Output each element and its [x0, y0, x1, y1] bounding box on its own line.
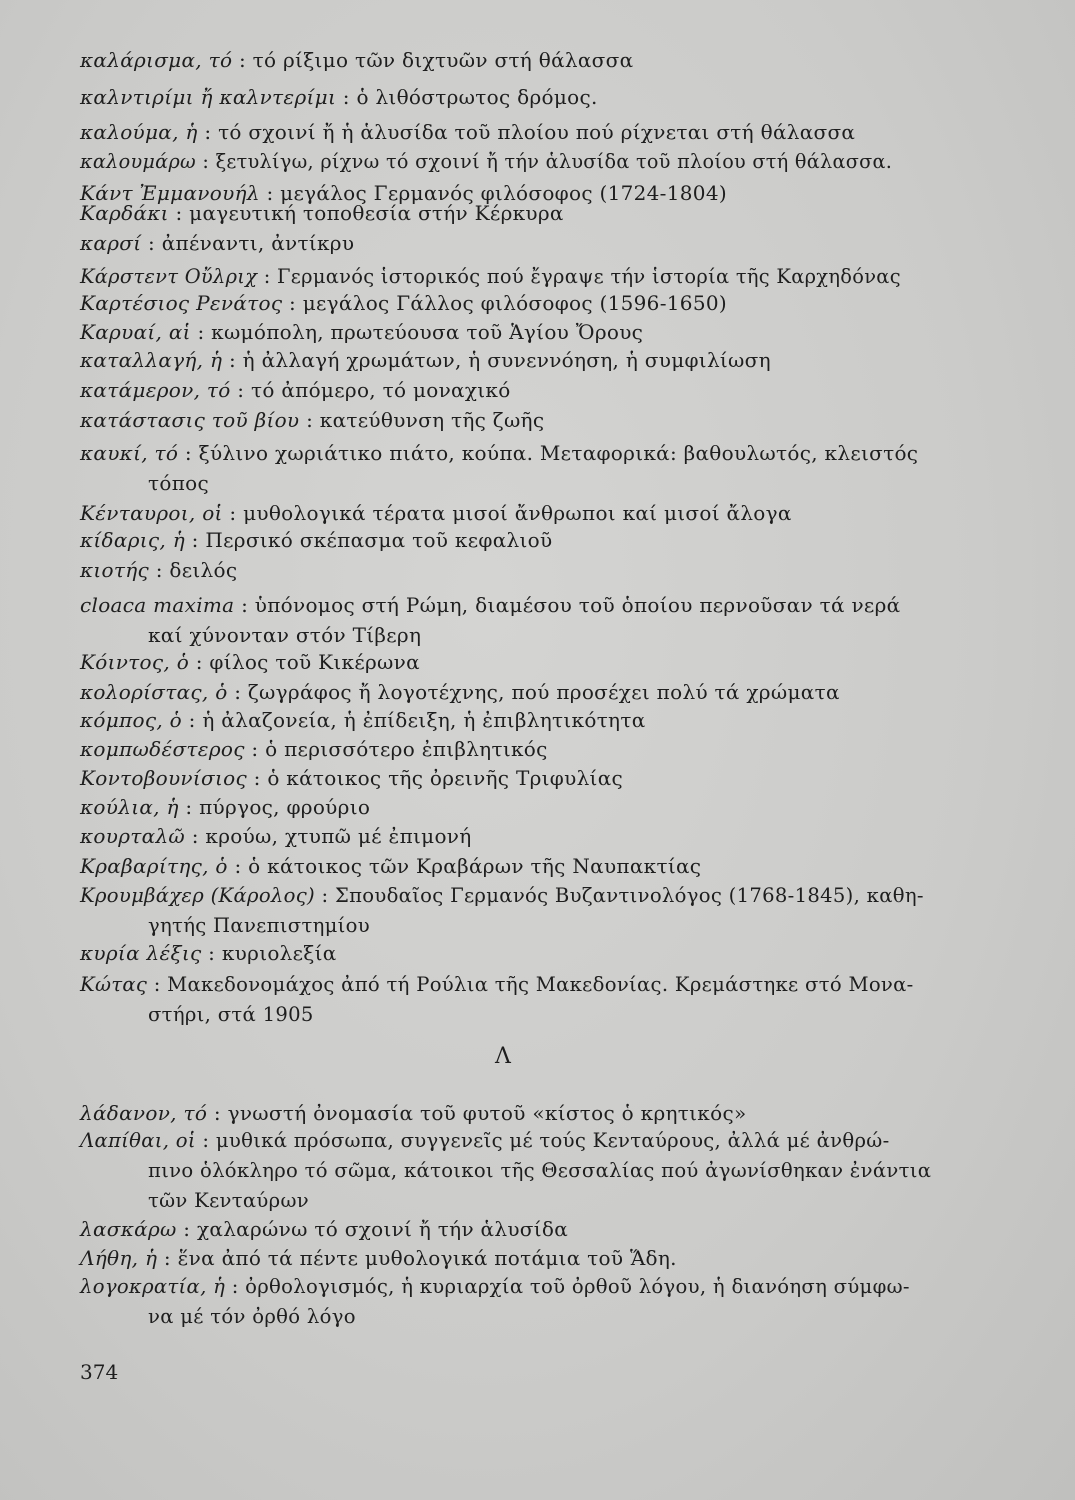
entry-kompodesteros: κομπωδέστερος : ὁ περισσότερο ἐπιβλητικός	[80, 737, 548, 761]
entry-term: Καρδάκι	[80, 201, 169, 225]
entry-term: κολορίστας, ὁ	[80, 680, 228, 704]
entry-definition: μυθικά πρόσωπα, συγγενεῖς μέ τούς Κενταύρους, ἀλλά μέ ἀνθρώ-	[215, 1129, 890, 1152]
entry-karstent: Κάρστεντ Οὔλριχ : Γερμανός ἱστορικός πού ἔγραψε τήν ἱστορία τῆς Καρχηδόνας	[80, 265, 901, 288]
entry-kant: Κάντ Ἐμμανουήλ : μεγάλος Γερμανός φιλόσοφος (1724-1804)	[80, 181, 727, 205]
entry-continuation: καί χύνονταν στόν Τίβερη	[148, 623, 422, 647]
entry-term: κυρία λέξις	[80, 941, 202, 965]
entry-kointos: Κόιντος, ὁ : φίλος τοῦ Κικέρωνα	[80, 650, 420, 674]
entry-term: Λήθη, ἡ	[80, 1246, 158, 1270]
entry-term: Κόιντος, ὁ	[80, 650, 190, 674]
entry-continuation: πινο ὁλόκληρο τό σῶμα, κάτοικοι τῆς Θεσσαλίας πού ἀγωνίσθηκαν ἐνάντια	[148, 1159, 932, 1182]
entry-term: κατάστασις τοῦ βίου	[80, 408, 300, 432]
entry-definition: τό ρίξιμο τῶν διχτυῶν στή θάλασσα	[252, 48, 634, 72]
entry-katameron: κατάμερον, τό : τό ἀπόμερο, τό μοναχικό	[80, 378, 511, 402]
entry-kardaki: Καρδάκι : μαγευτική τοποθεσία στήν Κέρκυρα	[80, 201, 564, 225]
entry-term: λάδανον, τό	[80, 1101, 208, 1125]
entry-koloristas: κολορίστας, ὁ : ζωγράφος ἤ λογοτέχνης, πού προσέχει πολύ τά χρώματα	[80, 680, 840, 704]
page-number: 374	[80, 1360, 119, 1384]
entry-kalarisma: καλάρισμα, τό : τό ρίξιμο τῶν διχτυῶν στή θάλασσα	[80, 48, 634, 72]
entry-term: καλουμάρω	[80, 150, 196, 173]
entry-definition: τό σχοινί ἤ ἡ ἁλυσίδα τοῦ πλοίου πού ρίχνεται στή θάλασσα	[218, 120, 856, 144]
entry-definition: ἕνα ἀπό τά πέντε μυθολογικά ποτάμια τοῦ Ἅδη.	[177, 1246, 677, 1270]
entry-koulia: κούλια, ἡ : πύργος, φρούριο	[80, 795, 371, 819]
entry-definition: ὁ λιθόστρωτος δρόμος.	[356, 85, 598, 109]
entry-definition: γνωστή ὀνομασία τοῦ φυτοῦ «κίστος ὁ κρητικός»	[227, 1101, 747, 1125]
entry-term: Καρτέσιος Ρενάτος	[80, 291, 283, 315]
entry-continuation: τόπος	[148, 471, 209, 495]
entry-definition: Γερμανός ἱστορικός πού ἔγραψε τήν ἱστορία τῆς Καρχηδόνας	[277, 265, 901, 288]
entry-kyria-lexis: κυρία λέξις : κυριολεξία	[80, 941, 337, 965]
entry-definition: ζωγράφος ἤ λογοτέχνης, πού προσέχει πολύ τά χρώματα	[247, 680, 840, 704]
entry-definition: ἀπέναντι, ἀντίκρυ	[161, 231, 355, 255]
entry-term: καυκί, τό	[80, 441, 179, 465]
entry-term: κουρταλῶ	[80, 824, 186, 848]
entry-definition: Περσικό σκέπασμα τοῦ κεφαλιοῦ	[205, 528, 553, 552]
entry-definition: κυριολεξία	[221, 941, 337, 965]
entry-definition: ὁ περισσότερο ἐπιβλητικός	[265, 737, 548, 761]
entry-term: Κάντ Ἐμμανουήλ	[80, 181, 260, 205]
entry-definition: χαλαρώνω τό σχοινί ἤ τήν ἁλυσίδα	[196, 1217, 569, 1241]
entry-kiotis: κιοτής : δειλός	[80, 558, 238, 582]
entry-definition: ὑπόνομος στή Ρώμη, διαμέσου τοῦ ὁποίου περνοῦσαν τά νερά	[254, 593, 901, 617]
entry-term: Κώτας	[80, 973, 148, 996]
entry-kalntirimi: καλντιρίμι ἤ καλντερίμι : ὁ λιθόστρωτος δρόμος.	[80, 85, 598, 109]
entry-kontobounisios: Κοντοβουνίσιος : ὁ κάτοικος τῆς ὀρεινῆς Τριφυλίας	[80, 766, 623, 790]
entry-term: κιοτής	[80, 558, 150, 582]
entry-term: καλάρισμα, τό	[80, 48, 233, 72]
entry-continuation: τῶν Κενταύρων	[148, 1189, 309, 1212]
entry-definition: τό ἀπόμερο, τό μοναχικό	[250, 378, 511, 402]
entry-definition: ξύλινο χωριάτικο πιάτο, κούπα. Μεταφορικά: βαθουλωτός, κλειστός	[198, 441, 919, 465]
entry-definition: ἡ ἀλλαγή χρωμάτων, ἡ συνεννόηση, ἡ συμφιλίωση	[242, 348, 771, 372]
entry-term: κατάμερον, τό	[80, 378, 231, 402]
entry-continuation: να μέ τόν ὀρθό λόγο	[148, 1305, 356, 1328]
entry-definition: κωμόπολη, πρωτεύουσα τοῦ Ἁγίου Ὄρους	[211, 320, 644, 344]
entry-kompos: κόμπος, ὁ : ἡ ἀλαζονεία, ἡ ἐπίδειξη, ἡ ἐπιβλητικότητα	[80, 708, 646, 732]
entry-term: κομπωδέστερος	[80, 737, 245, 761]
entry-kotas: Κώτας : Μακεδονομάχος ἀπό τή Ρούλια τῆς Μακεδονίας. Κρεμάστηκε στό Μονα- στήρι, στά 1905	[80, 970, 960, 1030]
entry-kaloumaro: καλουμάρω : ξετυλίγω, ρίχνω τό σχοινί ἤ τήν ἁλυσίδα τοῦ πλοίου στή θάλασσα.	[80, 150, 893, 173]
entry-kartesios: Καρτέσιος Ρενάτος : μεγάλος Γάλλος φιλόσοφος (1596-1650)	[80, 291, 727, 315]
entry-kentauroi: Κένταυροι, οἱ : μυθολογικά τέρατα μισοί ἄνθρωποι καί μισοί ἄλογα	[80, 501, 792, 525]
entry-term: κούλια, ἡ	[80, 795, 179, 819]
entry-kravaritis: Κραβαρίτης, ὁ : ὁ κάτοικος τῶν Κραβάρων τῆς Ναυπακτίας	[80, 854, 702, 878]
entry-term: κίδαρις, ἡ	[80, 528, 186, 552]
entry-karyai: Καρυαί, αἱ : κωμόπολη, πρωτεύουσα τοῦ Ἁγίου Ὄρους	[80, 320, 644, 344]
entry-definition: Μακεδονομάχος ἀπό τή Ρούλια τῆς Μακεδονίας. Κρεμάστηκε στό Μονα-	[167, 973, 914, 996]
entry-definition: κρούω, χτυπῶ μέ ἐπιμονή	[205, 824, 472, 848]
entry-lapithai: Λαπίθαι, οἱ : μυθικά πρόσωπα, συγγενεῖς μέ τούς Κενταύρους, ἀλλά μέ ἀνθρώ- πινο ὁλόκληρο τό σῶμα, κάτοικοι τῆς Θεσσαλίας πού ἀγωνίσθηκαν ἐνάντια τῶν Κενταύρων	[80, 1126, 960, 1216]
entry-term: κόμπος, ὁ	[80, 708, 182, 732]
entry-term: Κάρστεντ Οὔλριχ	[80, 265, 258, 288]
entry-kauki: καυκί, τό : ξύλινο χωριάτικο πιάτο, κούπα. Μεταφορικά: βαθουλωτός, κλειστός τόπος	[80, 438, 960, 498]
entry-continuation: γητής Πανεπιστημίου	[148, 914, 370, 937]
entry-term: Κραβαρίτης, ὁ	[80, 854, 228, 878]
entry-term: καλντιρίμι ἤ καλντερίμι	[80, 85, 337, 109]
entry-term: λογοκρατία, ἡ	[80, 1275, 226, 1298]
entry-lithi: Λήθη, ἡ : ἕνα ἀπό τά πέντε μυθολογικά ποτάμια τοῦ Ἅδη.	[80, 1246, 677, 1270]
entry-definition: ἡ ἀλαζονεία, ἡ ἐπίδειξη, ἡ ἐπιβλητικότητα	[202, 708, 646, 732]
entry-definition: κατεύθυνση τῆς ζωῆς	[319, 408, 545, 432]
entry-laskaro: λασκάρω : χαλαρώνω τό σχοινί ἤ τήν ἁλυσίδα	[80, 1217, 569, 1241]
entry-definition: δειλός	[169, 558, 238, 582]
entry-definition: ὁ κάτοικος τῶν Κραβάρων τῆς Ναυπακτίας	[248, 854, 702, 878]
entry-continuation: στήρι, στά 1905	[148, 1003, 314, 1026]
entry-term: λασκάρω	[80, 1217, 177, 1241]
entry-definition: Σπουδαῖος Γερμανός Βυζαντινολόγος (1768-1845), καθη-	[334, 884, 924, 907]
entry-term: Κρουμβάχερ (Κάρολος)	[80, 884, 315, 907]
entry-definition: μυθολογικά τέρατα μισοί ἄνθρωποι καί μισοί ἄλογα	[243, 501, 792, 525]
entry-definition: ὁ κάτοικος τῆς ὀρεινῆς Τριφυλίας	[267, 766, 623, 790]
entry-term: καρσί	[80, 231, 142, 255]
entry-definition: μεγάλος Γάλλος φιλόσοφος (1596-1650)	[302, 291, 727, 315]
entry-term: Καρυαί, αἱ	[80, 320, 191, 344]
entry-ladanon: λάδανον, τό : γνωστή ὀνομασία τοῦ φυτοῦ «κίστος ὁ κρητικός»	[80, 1101, 747, 1125]
entry-term: cloaca maxima	[80, 593, 235, 617]
entry-definition: πύργος, φρούριο	[199, 795, 371, 819]
entry-definition: ξετυλίγω, ρίχνω τό σχοινί ἤ τήν ἁλυσίδα τοῦ πλοίου στή θάλασσα.	[215, 150, 893, 173]
section-heading-lambda: Λ	[495, 1044, 511, 1069]
entry-term: καλούμα, ἡ	[80, 120, 198, 144]
entry-cloaca-maxima: cloaca maxima : ὑπόνομος στή Ρώμη, διαμέσου τοῦ ὁποίου περνοῦσαν τά νερά καί χύνονταν στόν Τίβερη	[80, 590, 960, 650]
entry-term: Κοντοβουνίσιος	[80, 766, 247, 790]
entry-kidaris: κίδαρις, ἡ : Περσικό σκέπασμα τοῦ κεφαλιοῦ	[80, 528, 553, 552]
entry-logokratia: λογοκρατία, ἡ : ὀρθολογισμός, ἡ κυριαρχία τοῦ ὀρθοῦ λόγου, ἡ διανόηση σύμφω- να μέ τόν ὀρθό λόγο	[80, 1272, 960, 1332]
entry-term: καταλλαγή, ἡ	[80, 348, 223, 372]
entry-definition: μαγευτική τοποθεσία στήν Κέρκυρα	[189, 201, 564, 225]
entry-katastasis: κατάστασις τοῦ βίου : κατεύθυνση τῆς ζωῆς	[80, 408, 545, 432]
entry-krumbacher: Κρουμβάχερ (Κάρολος) : Σπουδαῖος Γερμανός Βυζαντινολόγος (1768-1845), καθη- γητής Πανεπιστημίου	[80, 881, 960, 941]
entry-kourtalo: κουρταλῶ : κρούω, χτυπῶ μέ ἐπιμονή	[80, 824, 472, 848]
entry-definition: μεγάλος Γερμανός φιλόσοφος (1724-1804)	[280, 181, 727, 205]
entry-term: Κένταυροι, οἱ	[80, 501, 223, 525]
entry-term: Λαπίθαι, οἱ	[80, 1129, 196, 1152]
entry-karsi: καρσί : ἀπέναντι, ἀντίκρυ	[80, 231, 355, 255]
entry-definition: ὀρθολογισμός, ἡ κυριαρχία τοῦ ὀρθοῦ λόγου, ἡ διανόηση σύμφω-	[245, 1275, 910, 1298]
entry-definition: φίλος τοῦ Κικέρωνα	[209, 650, 420, 674]
entry-kalouma: καλούμα, ἡ : τό σχοινί ἤ ἡ ἁλυσίδα τοῦ πλοίου πού ρίχνεται στή θάλασσα	[80, 120, 856, 144]
entry-katallagi: καταλλαγή, ἡ : ἡ ἀλλαγή χρωμάτων, ἡ συνεννόηση, ἡ συμφιλίωση	[80, 348, 771, 372]
